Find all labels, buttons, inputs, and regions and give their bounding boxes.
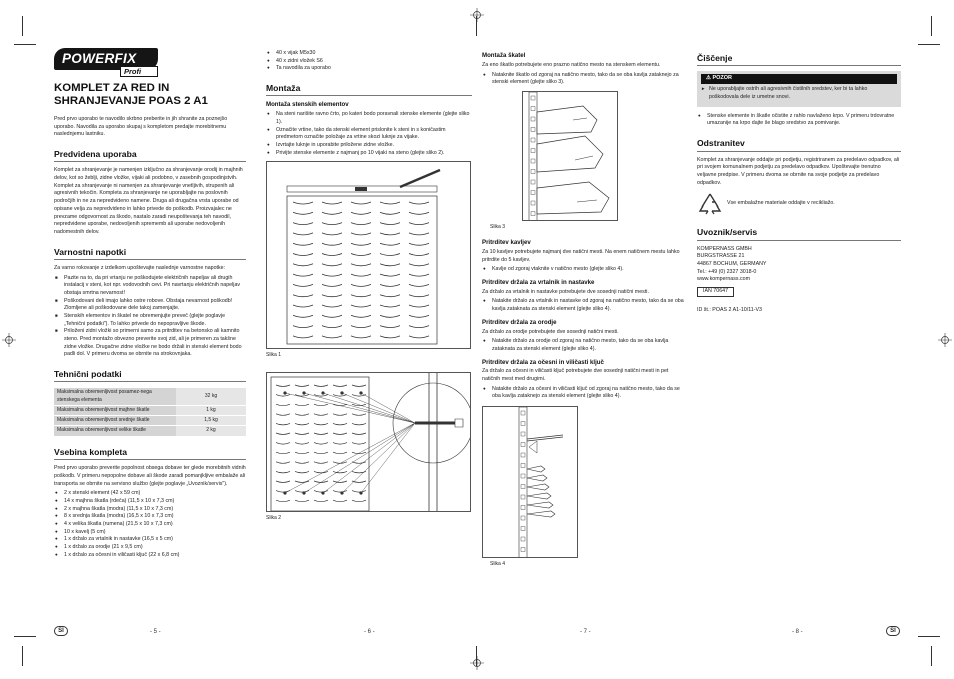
screw-point — [321, 391, 324, 394]
section-text: Za varno rokovanje z izdelkom upoštevajte naslednje varnostne napotke: — [54, 264, 226, 271]
section-text: Za 10 kavljev potrebujete najmanj dve natični mesti. Na enem natičnem mestu lahko pritrdite do 5 kavljev. — [482, 248, 680, 263]
hook-shape — [527, 511, 555, 517]
hook-shape — [527, 484, 549, 490]
doc-id: ID št.: POAS 2 A1-10/11-V3 — [697, 306, 762, 313]
list-item: ■ Priloženi zidni vložki so primerni samo za pritrditev na betonsko ali kamnito steno. Pred montažo obvezno preverite svoj zid, ali je primeren za takšne zidne vložke. Drugačne zidne vložke ne bodo držali in stenski element bodo padli dol. V primeru dvoma se obrnite na strokovnjaka. — [54, 328, 246, 359]
page-number: - 6 - — [364, 629, 375, 635]
screw-mounting-illustration — [267, 373, 471, 512]
screw-point — [340, 491, 343, 494]
clean-list — [697, 113, 901, 128]
subsection-title: Pritrditev držala za vrtalnik in nastavke — [482, 278, 595, 286]
warning-header — [701, 74, 897, 84]
spec-value: 32 kg — [176, 388, 246, 405]
section-title: Varnostni napotki — [54, 246, 246, 260]
list-item: ■ Stenskih elementov in škatel ne obremenjujte preveč (glejte poglavje „Tehnični podatki"). To lahko privede do nepopravljive škode. — [54, 313, 246, 328]
section-title: Odstranitev — [697, 137, 901, 151]
spec-label: Maksimalna obremenljivost majhne škatle — [54, 406, 176, 415]
list-item: ● 1 x držalo za orodje (21 x 9,5 cm) — [54, 544, 246, 552]
safety-list — [54, 275, 246, 359]
section-title: Tehnični podatki — [54, 368, 246, 382]
registration-mark-icon — [470, 8, 484, 22]
contents-list-cont — [266, 50, 472, 73]
list-item: ● 40 x vijak M5x30 — [266, 50, 472, 58]
subsection-title: Montaža škatel — [482, 52, 526, 59]
spec-value: 1,5 kg — [176, 416, 246, 425]
screw-point — [321, 491, 324, 494]
section-text: Za držalo za očesni in viličasti ključ potrebujete dve sosednji natični mesti in pet natičnih mest med drugimi. — [482, 368, 669, 383]
figure-3 — [522, 91, 618, 221]
section-text: Pred prvo uporabo preverite popolnost obsega dobave ter glede morebitnih vidnih poškodb. V primeru nepopolne dobave ali škode zaradi pomanjkljive embalaže ali transporta se obrnite na servisno službo (glejte poglavje „Uvoznik/servis"). — [54, 465, 246, 487]
page-number: - 5 - — [150, 629, 161, 635]
spec-label: Maksimalna obremenljivost posamez-nega stenskega elementa — [54, 388, 176, 405]
list-item: ● Privijte stenske elemente z najmanj po 10 vijaki na steno (glejte sliko 2). — [266, 150, 472, 158]
crop-mark — [14, 636, 36, 637]
screw-point — [359, 491, 362, 494]
contents-list — [54, 490, 246, 559]
section-title: Vsebina kompleta — [54, 446, 246, 460]
list-item: ● Stenske elemente in škatle očistite z rahlo navlaženo krpo. V primeru trdovratne umazanije na krpo dajte še blago sredstvo za pomivanje. — [697, 113, 901, 128]
address-line: BURGSTRASSE 21 — [697, 253, 745, 260]
drill-list — [482, 298, 688, 313]
spec-value: 1 kg — [176, 406, 246, 415]
subsection-title: Pritrditev kavljev — [482, 239, 531, 247]
recycle-text: Vse embalažne materiale oddajte v recikliažo. — [727, 200, 835, 207]
screw-point — [283, 491, 286, 494]
list-item: ● 4 x velika škatla (rumena) (21,5 x 10 x 7,3 cm) — [54, 521, 246, 529]
screw-point — [359, 391, 362, 394]
list-item: ■ Poškodovani deli imajo lahko ostre robove. Obstaja nevarnost poškodb! Zlomljene ali poškodovane dele takoj zamenjajte. — [54, 298, 246, 313]
subsection-title: Pritrditev držala za orodje — [482, 318, 557, 326]
subsection-title: Montaža stenskih elementov — [266, 101, 349, 109]
brand-sub: Profi — [120, 66, 158, 77]
list-item: ● 2 x majhna škatla (modra) (11,5 x 10 x 7,3 cm) — [54, 506, 246, 514]
mount-list — [266, 111, 472, 157]
address-line: KOMPERNASS GMBH — [697, 245, 752, 252]
screw-point — [302, 391, 305, 394]
crop-mark — [918, 636, 940, 637]
ian-badge: IAN 70647 — [697, 287, 734, 297]
language-badge: SI — [886, 626, 900, 636]
spec-label: Maksimalna obremenljivost velike škatle — [54, 426, 176, 435]
wrench-list — [482, 386, 688, 401]
brand-name: POWERFIX — [54, 48, 158, 70]
spec-label: Maksimalna obremenljivost srednje škatle — [54, 416, 176, 425]
address-line: www.kompernass.com — [697, 276, 750, 283]
list-item: ● Kavlje od zgoraj vtaknite v natično mesto (glejte sliko 4). — [482, 266, 688, 274]
page-6-column — [266, 50, 472, 522]
registration-mark-icon — [470, 656, 484, 670]
registration-mark-icon — [938, 333, 952, 347]
list-item: ● Natakite držalo za orodje od zgoraj na natično mesto, tako da se oba kavlja zataknata za stenski element (glejte sliko 4). — [482, 338, 688, 353]
list-item: ● 1 x držalo za očesni in viličasti ključ (22 x 6,8 cm) — [54, 552, 246, 560]
list-item: ■ Pazite na to, da pri vrtanju ne poškodujete električnih napeljav ali drugih instalacij v steni, kot npr. vodovodnih cevi. Pri navrtanju električnih napeljav obstaja smrtna nevarnost! — [54, 275, 246, 298]
list-item: ● 14 x majhna škatla (rdeča) (11,5 x 10 x 7,3 cm) — [54, 498, 246, 506]
figure-caption: Slika 4 — [490, 561, 506, 568]
list-item: ● Ta navodila za uporabo — [266, 65, 472, 73]
crop-mark — [22, 646, 23, 666]
warning-box — [697, 71, 901, 106]
list-item: ● Na steni narišite ravno črto, po kateri bodo poravnali stenske elemente (glejte sliko 1). — [266, 111, 472, 126]
section-text: Komplet za shranjevanje je namenjen izključno za shranjevanje orodij in majhnih delov, kot so žeblji, zidne vložke, vijaki ali podobno, v zasebnih gospodinjstvih. Komplet za shranjevanje ni namenjen za shranjevanje vnetljivih, strupenih ali agresivnih tekočin. Kompleta za shranjevanje ne uporabljajte na poslovnih področjih in ne za nepredvideno namene. Druga ali drugačna vrsta uporabe od opisane velja za nepredvideno in lahko privede do poškodb. Proizvajalec ne prevzame odgovornost za škodo, nastalo zaradi neupoštevanja teh navodil, nepredvidene uporabe, nedovoljenih sprememb ali uporabe nedovoljenih nadomestnih delov. — [54, 167, 243, 235]
box-mounting-illustration — [523, 92, 618, 221]
table-row — [54, 426, 246, 435]
list-item: ● Natakite držalo za očesni in viličasti ključ od zgoraj na natično mesto, tako da se oba kavlja zataknejo za stenski element (glejte sliko 4). — [482, 386, 688, 401]
spec-value: 2 kg — [176, 426, 246, 435]
page-7-column — [482, 50, 688, 568]
recycle-icon — [697, 191, 723, 217]
section-title: Čiščenje — [697, 52, 901, 66]
list-item: ● 40 x zidni vložek S6 — [266, 58, 472, 66]
address-block — [697, 246, 901, 284]
table-row — [54, 406, 246, 415]
page-8-column — [697, 50, 901, 314]
page-5-column — [54, 50, 246, 559]
hook-shape — [527, 502, 553, 508]
figure-caption: Slika 3 — [490, 223, 506, 230]
hook-shape — [527, 475, 547, 481]
figure-caption: Slika 2 — [266, 514, 282, 521]
spec-table — [54, 387, 246, 436]
section-title: Predvidena uporaba — [54, 148, 246, 162]
warning-title: POZOR — [712, 75, 733, 82]
page-number: - 7 - — [580, 629, 591, 635]
figure-4 — [482, 406, 578, 558]
crop-mark — [931, 16, 932, 36]
section-text: Za držalo za orodje potrebujete dve sosednji natični mesti. — [482, 328, 619, 335]
screw-point — [283, 391, 286, 394]
list-item: ● Označite vrtine, tako da stenski element prislonite k steni in s koničastim predmetom označite položaje za vrtine skozi luknje za vijake. — [266, 127, 472, 142]
registration-mark-icon — [2, 333, 16, 347]
wall-panel-illustration — [267, 162, 471, 349]
screw-point — [340, 391, 343, 394]
crop-mark — [931, 646, 932, 666]
page-number: - 8 - — [792, 629, 803, 635]
list-item: ● 8 x srednja škatla (modra) (16,5 x 10 x 7,3 cm) — [54, 513, 246, 521]
box-list — [482, 72, 688, 87]
address-line: 44867 BOCHUM, GERMANY — [697, 261, 767, 268]
warning-text: ► Ne uporabljajte ostrih ali agresivnih čistilnih sredstev, ker bi ta lahko poškodovala dele iz umetne snovi. — [701, 86, 897, 101]
powerfix-logo — [54, 48, 158, 78]
figure-caption: Slika 1 — [266, 352, 282, 359]
table-row — [54, 388, 246, 405]
list-item: ● 10 x kavelj (5 cm) — [54, 529, 246, 537]
holder-mounting-illustration — [483, 407, 578, 558]
list-item: ● Nataknite škatlo od zgoraj na natično mesto, tako da se oba kavlja zataknejo za stenski element (glejte sliko 3). — [482, 72, 688, 87]
intro-text: Pred prvo uporabo te navodilo skrbno preberite in jih shranite za poznejšo uporabo. Navodila za uporabo skupaj s kompletom predajte morebitnemu naslednjemu lastniku. — [54, 116, 228, 138]
list-item: ● 2 x stenski element (42 x 59 cm) — [54, 490, 246, 498]
tool-list — [482, 338, 688, 353]
hook-shape — [527, 493, 551, 499]
hook-shape — [527, 466, 545, 472]
list-item: ● Natakite držalo za vrtalnik in nastavke od zgoraj na natično mesto, tako da se oba kavlja zataknata za stenski element (glejte sliko 4). — [482, 298, 688, 313]
section-text: Za držalo za vrtalnik in nastavke potrebujete dve sosednji natični mesti. — [482, 288, 649, 295]
section-title: Montaža — [266, 82, 472, 96]
hook-list — [482, 266, 688, 274]
table-row — [54, 416, 246, 425]
subsection-title: Pritrditev držala za očesni in viličasti ključ — [482, 358, 604, 366]
crop-mark — [14, 44, 36, 45]
figure-2 — [266, 372, 471, 512]
list-item: ● Izvrtajte luknje in uporabite priložene zidne vložke. — [266, 142, 472, 150]
list-item: ● 1 x držalo za vrtalnik in nastavke (16,5 x 5 cm) — [54, 536, 246, 544]
language-badge: SI — [54, 626, 68, 636]
section-text: Za eno škatlo potrebujete eno prazno natično mesto na stenskem elementu. — [482, 61, 661, 68]
section-text: Komplet za shranjevanje oddajte pri podjetju, registriranem za predelavo odpadkov, ali pri svojem komunalnem podjetju za predelavo odpadkov. Upoštevajte trenutno veljavne predpise. V primeru dvoma se obrnite na svoje podjetje za predelavo odpadkov. — [697, 156, 900, 186]
crop-mark — [22, 16, 23, 36]
crop-mark — [918, 44, 940, 45]
figure-1 — [266, 161, 471, 349]
page-title: KOMPLET ZA RED IN SHRANJEVANJE POAS 2 A1 — [54, 82, 208, 107]
section-title: Uvoznik/servis — [697, 226, 901, 240]
warning-icon: ⚠ — [706, 75, 713, 82]
screw-point — [302, 491, 305, 494]
recycle-row — [697, 191, 901, 217]
address-line: Tel.: +49 (0) 2327 3018-0 — [697, 268, 757, 275]
